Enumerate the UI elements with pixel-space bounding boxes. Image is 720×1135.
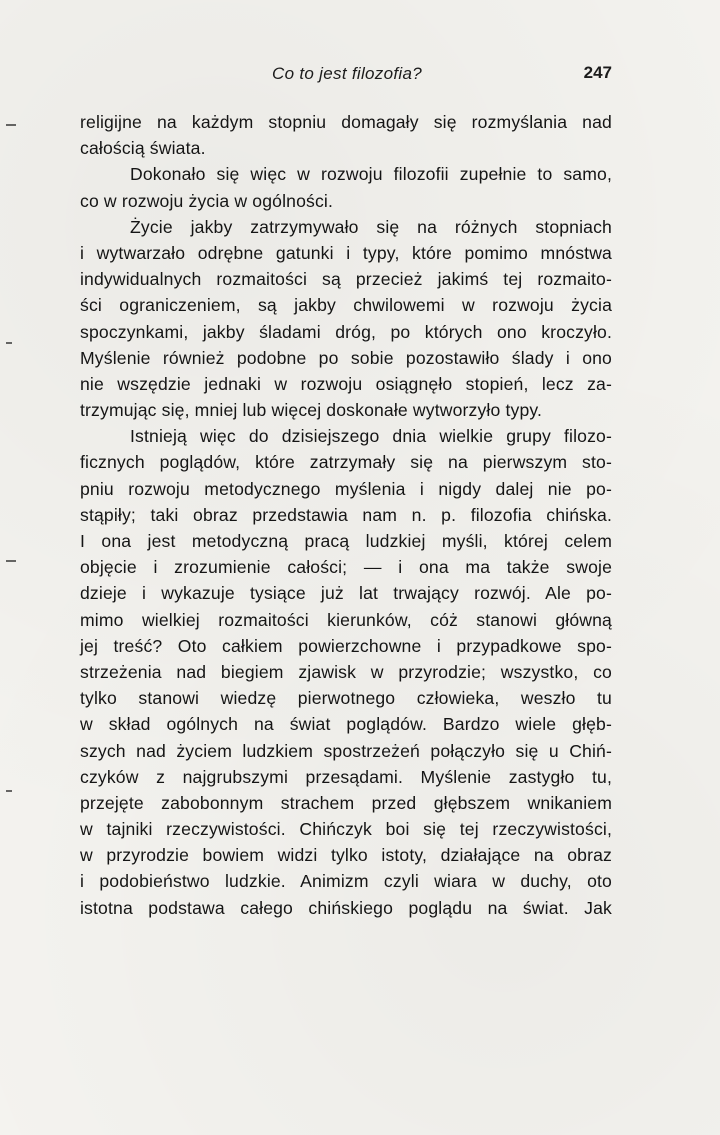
- margin-mark: [6, 560, 16, 562]
- text-line: pniu rozwoju metodycznego myślenia i nigdy dalej nie po-: [80, 478, 612, 499]
- text-line: i wytwarzało odrębne gatunki i typy, które pomimo mnóstwa: [80, 242, 612, 263]
- margin-mark: [6, 124, 16, 126]
- page-number: 247: [583, 63, 612, 82]
- text-line: istotna podstawa całego chińskiego poglądu na świat. Jak: [80, 897, 612, 918]
- text-line: całością świata.: [80, 138, 206, 159]
- text-line: strzeżenia nad biegiem zjawisk w przyrodzie; wszystko, co: [80, 661, 612, 682]
- text-line: Życie jakby zatrzymywało się na różnych stopniach: [130, 216, 612, 237]
- text-line: Istnieją więc do dzisiejszego dnia wielkie grupy filozo-: [130, 426, 612, 447]
- text-line: w skład ogólnych na świat poglądów. Bardzo wiele głęb-: [80, 714, 612, 735]
- text-line: tylko stanowi wiedzę pierwotnego człowieka, weszło tu: [80, 688, 612, 709]
- text-line: religijne na każdym stopniu domagały się rozmyślania nad: [80, 112, 612, 132]
- text-line: spoczynkami, jakby śladami dróg, po których ono kroczyło.: [80, 321, 612, 342]
- text-line: objęcie i zrozumienie całości; — i ona ma także swoje: [80, 557, 612, 578]
- body-text: [80, 109, 612, 921]
- text-line: i podobieństwo ludzkie. Animizm czyli wiara w duchy, oto: [80, 871, 612, 892]
- page-header: [82, 62, 612, 88]
- text-line: mimo wielkiej rozmaitości kierunków, cóż stanowi główną: [80, 609, 612, 630]
- text-line: I ona jest metodyczną pracą ludzkiej myśli, której celem: [80, 531, 612, 551]
- text-line: w przyrodzie bowiem widzi tylko istoty, działające na obraz: [80, 845, 612, 866]
- text-line: ficznych poglądów, które zatrzymały się na pierwszym sto-: [80, 452, 612, 473]
- text-line: stąpiły; taki obraz przedstawia nam n. p. filozofia chińska.: [80, 504, 612, 525]
- text-line: jej treść? Oto całkiem powierzchowne i przypadkowe spo-: [80, 635, 612, 656]
- text-line: ści ograniczeniem, są jakby chwilowemi w rozwoju życia: [80, 295, 612, 316]
- margin-mark: [6, 342, 12, 344]
- text-line: w tajniki rzeczywistości. Chińczyk boi się tej rzeczywistości,: [80, 819, 612, 840]
- running-title: Co to jest filozofia?: [272, 64, 422, 83]
- text-line: trzymując się, mniej lub więcej doskonałe wytworzyło typy.: [80, 400, 543, 421]
- text-line: czyków z najgrubszymi przesądami. Myślenie zastygło tu,: [80, 766, 612, 787]
- text-line: nie wszędzie jednaki w rozwoju osiągnęło stopień, lecz za-: [80, 373, 612, 394]
- margin-mark: [6, 790, 12, 792]
- text-line: co w rozwoju życia w ogólności.: [80, 190, 334, 211]
- text-line: szych nad życiem ludzkiem spostrzeżeń połączyło się u Chiń-: [80, 740, 612, 761]
- text-line: Myślenie również podobne po sobie pozostawiło ślady i ono: [80, 347, 612, 368]
- text-line: Dokonało się więc w rozwoju filozofii zupełnie to samo,: [130, 164, 612, 185]
- text-line: przejęte zabobonnym strachem przed głębszem wnikaniem: [80, 792, 612, 813]
- text-line: indywidualnych rozmaitości są przecież jakimś tej rozmaito-: [80, 269, 612, 290]
- text-line: dzieje i wykazuje tysiące już lat trwający rozwój. Ale po-: [80, 583, 612, 604]
